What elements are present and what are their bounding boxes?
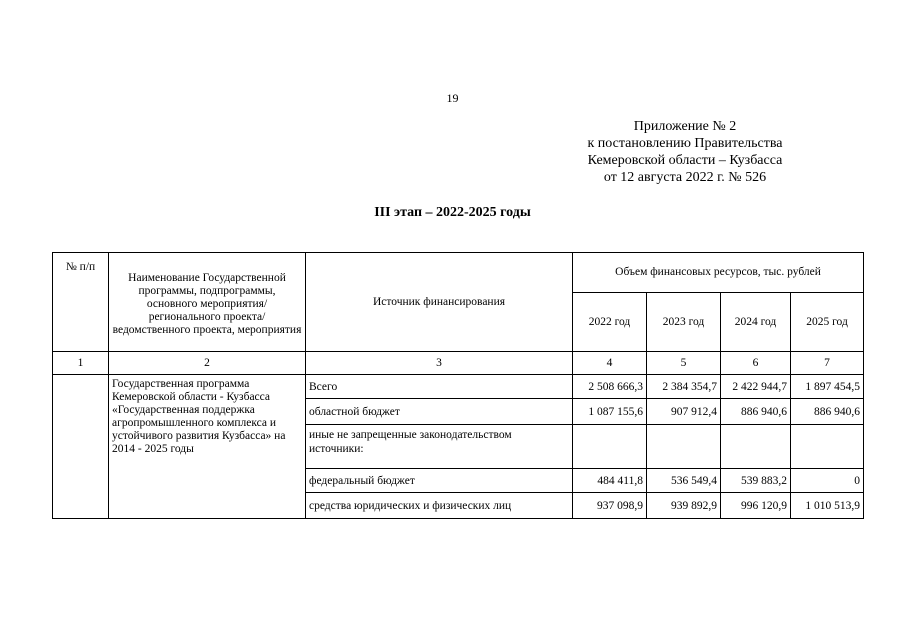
row-number-cell (53, 375, 109, 519)
header-year: 2024 год (721, 293, 791, 352)
appendix-line-1: Приложение № 2 (633, 119, 737, 134)
header-year: 2025 год (791, 293, 864, 352)
financing-table (52, 252, 864, 519)
source-cell: Всего (306, 375, 573, 399)
value-cell: 996 120,9 (721, 493, 791, 519)
value-cell: 2 422 944,7 (721, 375, 791, 399)
header-source: Источник финансирования (306, 253, 573, 352)
column-number: 5 (647, 352, 721, 375)
header-year: 2022 год (573, 293, 647, 352)
program-name: Государственная программа Кемеровской области - Кузбасса «Государственная поддержка агропромышленного комплекса и устойчивого развития Кузбасса» на 2014 - 2025 годы (109, 375, 306, 519)
value-cell: 1 087 155,6 (573, 399, 647, 425)
column-number: 6 (721, 352, 791, 375)
value-cell: 539 883,2 (721, 469, 791, 493)
header-volume: Объем финансовых ресурсов, тыс. рублей (573, 253, 864, 293)
appendix-line-2: к постановлению Правительства (587, 136, 783, 151)
stage-title: III этап – 2022-2025 годы (374, 205, 531, 220)
appendix-line-4: от 12 августа 2022 г. № 526 (603, 170, 767, 185)
appendix-line-3: Кемеровской области – Кузбасса (587, 153, 783, 168)
value-cell: 907 912,4 (647, 399, 721, 425)
value-cell (647, 425, 721, 469)
value-cell (573, 425, 647, 469)
value-cell: 886 940,6 (721, 399, 791, 425)
column-number: 1 (53, 352, 109, 375)
table-row (53, 375, 864, 399)
source-cell: федеральный бюджет (306, 469, 573, 493)
value-cell: 886 940,6 (791, 399, 864, 425)
appendix-header (545, 118, 825, 186)
source-cell: средства юридических и физических лиц (306, 493, 573, 519)
page-number: 19 (446, 91, 459, 105)
value-cell: 937 098,9 (573, 493, 647, 519)
header-year: 2023 год (647, 293, 721, 352)
header-row (53, 253, 864, 293)
column-number: 3 (306, 352, 573, 375)
value-cell: 484 411,8 (573, 469, 647, 493)
value-cell: 939 892,9 (647, 493, 721, 519)
value-cell (721, 425, 791, 469)
column-number: 7 (791, 352, 864, 375)
header-num: № п/п (53, 253, 109, 352)
column-number: 2 (109, 352, 306, 375)
column-number: 4 (573, 352, 647, 375)
header-name: Наименование Государственной программы, подпрограммы, основного мероприятия/регионального проекта/ведомственного проекта, мероприятия (109, 253, 306, 352)
value-cell: 0 (791, 469, 864, 493)
source-cell: областной бюджет (306, 399, 573, 425)
value-cell: 1 897 454,5 (791, 375, 864, 399)
value-cell: 2 384 354,7 (647, 375, 721, 399)
column-numbers-row (53, 352, 864, 375)
value-cell: 2 508 666,3 (573, 375, 647, 399)
source-cell: иные не запрещенные законодательством источники: (306, 425, 573, 469)
value-cell (791, 425, 864, 469)
value-cell: 536 549,4 (647, 469, 721, 493)
value-cell: 1 010 513,9 (791, 493, 864, 519)
